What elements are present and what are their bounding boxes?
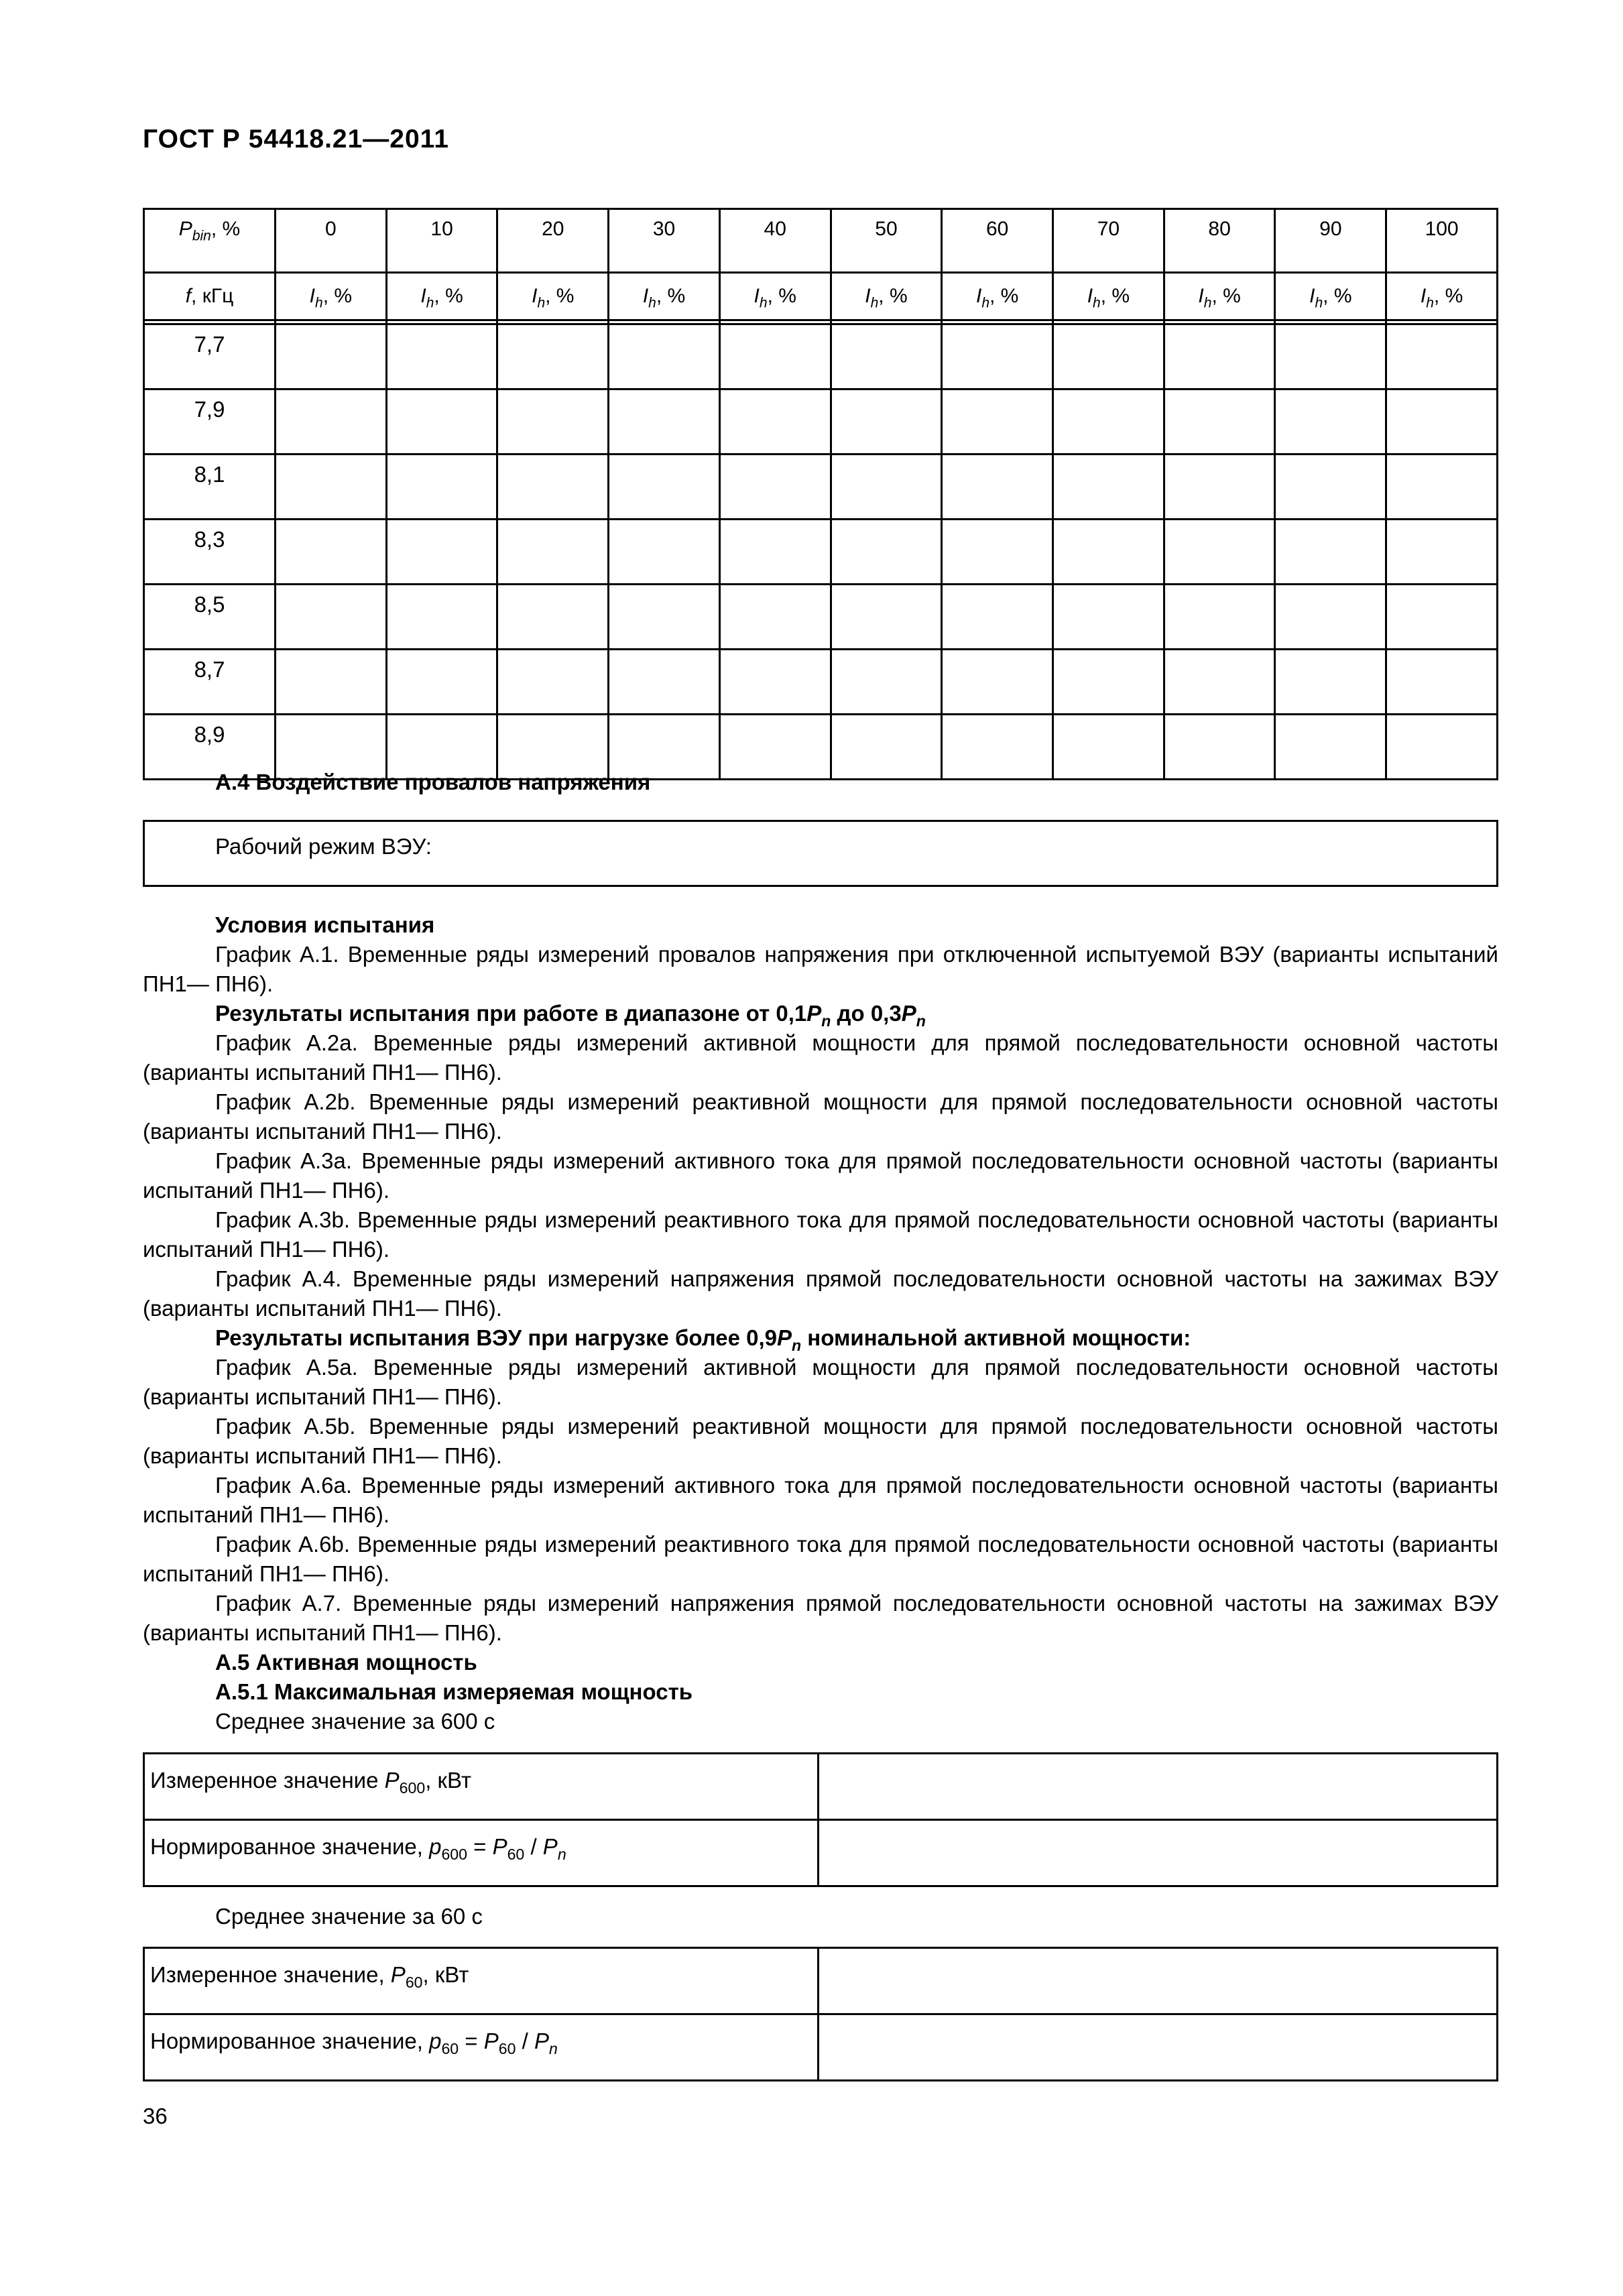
value-cell (386, 650, 497, 715)
value-cell (1164, 715, 1275, 780)
text-run: График А.2b. Временные ряды измерений реактивной мощности для прямой последовательности основной частоты (варианты испытаний ПН1— ПН6). (143, 1089, 1498, 1144)
text-run: I (420, 285, 426, 307)
value-cell (942, 520, 1053, 585)
paragraph (143, 1028, 1498, 1087)
current-unit-cell (1275, 273, 1386, 320)
text-run: n (548, 2040, 558, 2058)
table-row (144, 1820, 1498, 1886)
paragraph (143, 910, 1498, 940)
value-cell (609, 520, 720, 585)
value-cell (609, 324, 720, 389)
value-cell (719, 585, 831, 650)
value-cell (942, 585, 1053, 650)
power-bin-cell: 60 (942, 209, 1053, 273)
text-run: P (542, 1834, 558, 1859)
value-cell (719, 650, 831, 715)
value-cell (1053, 455, 1164, 520)
value-cell (1164, 650, 1275, 715)
text-run: График А.3a. Временные ряды измерений активного тока для прямой последовательности основной частоты (варианты испытаний ПН1— ПН6). (143, 1148, 1498, 1203)
current-unit-cell (1164, 273, 1275, 320)
table-row (144, 389, 1498, 455)
value-cell (609, 650, 720, 715)
value-cell (819, 1754, 1498, 1820)
value-cell (497, 455, 609, 520)
text-run: P (901, 1001, 916, 1026)
text-run: h (315, 295, 323, 311)
text-run: 60 (507, 1846, 525, 1864)
table-row (144, 455, 1498, 520)
section-heading-a4: А.4 Воздействие провалов напряжения (215, 770, 651, 794)
value-cell (1164, 520, 1275, 585)
test-conditions-text (143, 910, 1498, 1736)
value-cell (719, 715, 831, 780)
value-cell (1053, 324, 1164, 389)
value-cell (831, 520, 942, 585)
power-600s-table (143, 1752, 1498, 1887)
parameter-label (144, 2014, 819, 2081)
power-bin-cell: 30 (609, 209, 720, 273)
text-run: P (483, 2029, 499, 2053)
current-unit-cell (1053, 273, 1164, 320)
text-run: А.5.1 Максимальная измеряемая мощность (215, 1679, 693, 1704)
frequency-label (144, 273, 276, 320)
value-cell (831, 389, 942, 455)
text-run: График А.3b. Временные ряды измерений реактивного тока для прямой последовательности основной частоты (варианты испытаний ПН1— ПН6). (143, 1207, 1498, 1262)
current-unit-cell (276, 273, 387, 320)
current-unit-cell (831, 273, 942, 320)
value-cell (276, 389, 387, 455)
value-cell (1275, 650, 1386, 715)
frequency-cell: 8,9 (144, 715, 276, 780)
value-cell (1386, 520, 1498, 585)
value-cell (942, 715, 1053, 780)
text-run: P (178, 218, 192, 240)
text-run: I (1309, 285, 1315, 307)
text-run: , % (545, 285, 575, 307)
text-run: I (532, 285, 538, 307)
current-unit-cell (386, 273, 497, 320)
value-cell (1053, 389, 1164, 455)
value-cell (942, 324, 1053, 389)
value-cell (719, 520, 831, 585)
value-cell (609, 389, 720, 455)
frequency-cell: 8,5 (144, 585, 276, 650)
paragraph (143, 1471, 1498, 1530)
value-cell (276, 324, 387, 389)
text-run: , % (989, 285, 1019, 307)
text-run: График А.5b. Временные ряды измерений реактивной мощности для прямой последовательности основной частоты (варианты испытаний ПН1— ПН6). (143, 1414, 1498, 1468)
text-run: I (1420, 285, 1427, 307)
text-run: , кГц (191, 285, 234, 307)
paragraph (143, 1264, 1498, 1323)
value-cell (831, 455, 942, 520)
text-run: Нормированное значение, (150, 1834, 430, 1859)
power-bin-label (144, 209, 276, 273)
text-run: , кВт (425, 1768, 471, 1793)
text-run: А.5 Активная мощность (215, 1650, 477, 1675)
value-cell (497, 324, 609, 389)
value-cell (819, 1820, 1498, 1886)
text-run: h (648, 295, 656, 311)
text-run: Нормированное значение, (150, 2029, 430, 2053)
power-bin-cell: 90 (1275, 209, 1386, 273)
text-run: , % (211, 218, 241, 240)
text-run: График А.1. Временные ряды измерений провалов напряжения при отключенной испытуемой ВЭУ (варианты испытаний ПН1— ПН6). (143, 942, 1498, 996)
text-run: n (916, 1012, 926, 1030)
text-run: h (537, 295, 546, 311)
power-bin-cell: 20 (497, 209, 609, 273)
value-cell (1164, 585, 1275, 650)
paragraph (143, 1323, 1498, 1353)
operating-mode-label: Рабочий режим ВЭУ: (215, 834, 432, 859)
value-cell (386, 585, 497, 650)
text-run: Результаты испытания при работе в диапазоне от 0,1 (215, 1001, 807, 1026)
value-cell (819, 1948, 1498, 2014)
paragraph (143, 1205, 1498, 1264)
value-cell (1386, 585, 1498, 650)
value-cell (819, 2014, 1498, 2081)
value-cell (1386, 324, 1498, 389)
power-60s-table (143, 1947, 1498, 2081)
text-run: p (429, 1834, 442, 1859)
value-cell (276, 650, 387, 715)
value-cell (1386, 455, 1498, 520)
table-row (144, 520, 1498, 585)
value-cell (1275, 324, 1386, 389)
average-60s-caption: Среднее значение за 60 с (215, 1904, 483, 1929)
paragraph (143, 1353, 1498, 1412)
value-cell (1053, 585, 1164, 650)
text-run: h (759, 295, 768, 311)
value-cell (831, 585, 942, 650)
value-cell (276, 520, 387, 585)
frequency-cell: 7,7 (144, 324, 276, 389)
text-run: I (975, 285, 982, 307)
value-cell (609, 585, 720, 650)
text-run: График А.2a. Временные ряды измерений активной мощности для прямой последовательности основной частоты (варианты испытаний ПН1— ПН6). (143, 1030, 1498, 1085)
power-bin-cell: 50 (831, 209, 942, 273)
text-run: P (384, 1768, 400, 1793)
text-run: I (1087, 285, 1093, 307)
value-cell (942, 389, 1053, 455)
current-unit-cell (609, 273, 720, 320)
text-run: , % (434, 285, 463, 307)
text-run: Измеренное значение (150, 1768, 385, 1793)
value-cell (1275, 585, 1386, 650)
value-cell (1386, 715, 1498, 780)
current-unit-cell (497, 273, 609, 320)
frequency-cell: 8,1 (144, 455, 276, 520)
text-run: I (642, 285, 649, 307)
value-cell (831, 324, 942, 389)
current-unit-cell (942, 273, 1053, 320)
current-unit-cell (719, 273, 831, 320)
text-run: Измеренное значение, (150, 1962, 391, 1987)
parameter-label (144, 1948, 819, 2014)
text-run: h (1093, 295, 1101, 311)
text-run: P (777, 1325, 792, 1350)
value-cell (1053, 520, 1164, 585)
text-run: h (1315, 295, 1323, 311)
paragraph (143, 1412, 1498, 1471)
text-run: h (426, 295, 434, 311)
table-row (144, 2014, 1498, 2081)
power-bin-header-row (144, 209, 1498, 273)
paragraph (143, 1530, 1498, 1589)
text-run: P (492, 1834, 507, 1859)
value-cell (942, 650, 1053, 715)
power-bin-cell: 80 (1164, 209, 1275, 273)
value-cell (386, 455, 497, 520)
text-run: График А.6a. Временные ряды измерений активного тока для прямой последовательности основной частоты (варианты испытаний ПН1— ПН6). (143, 1473, 1498, 1527)
table-row (144, 324, 1498, 389)
text-run: 60 (405, 1974, 423, 1992)
text-run: I (309, 285, 315, 307)
value-cell (1164, 324, 1275, 389)
operating-mode-box (143, 820, 1498, 887)
text-run: , % (1433, 285, 1463, 307)
text-run: 600 (399, 1779, 426, 1797)
text-run: / (524, 1834, 543, 1859)
value-cell (276, 455, 387, 520)
text-run: 60 (441, 2040, 459, 2058)
page-number: 36 (143, 2104, 168, 2128)
value-cell (1275, 389, 1386, 455)
text-run: / (516, 2029, 534, 2053)
value-cell (1386, 650, 1498, 715)
parameter-label (144, 1754, 819, 1820)
value-cell (1053, 715, 1164, 780)
text-run: График А.7. Временные ряды измерений напряжения прямой последовательности основной частоты на зажимах ВЭУ (варианты испытаний ПН1— ПН6). (143, 1591, 1498, 1645)
table-row (144, 650, 1498, 715)
text-run: до 0,3 (831, 1001, 902, 1026)
text-run: f (185, 285, 192, 307)
text-run: 600 (441, 1846, 467, 1864)
frequency-cell: 8,7 (144, 650, 276, 715)
paragraph (143, 1677, 1498, 1707)
text-run: График А.5a. Временные ряды измерений активной мощности для прямой последовательности основной частоты (варианты испытаний ПН1— ПН6). (143, 1355, 1498, 1409)
text-run: Условия испытания (215, 912, 435, 937)
text-run: , % (1100, 285, 1130, 307)
value-cell (497, 650, 609, 715)
paragraph (143, 1087, 1498, 1146)
power-bin-cell: 10 (386, 209, 497, 273)
text-run: номинальной активной мощности: (801, 1325, 1191, 1350)
value-cell (831, 650, 942, 715)
paragraph (143, 940, 1498, 999)
paragraph (143, 1589, 1498, 1648)
harmonics-table (143, 208, 1498, 780)
table-row (144, 1948, 1498, 2014)
text-run: P (806, 1001, 822, 1026)
power-bin-cell: 100 (1386, 209, 1498, 273)
value-cell (386, 389, 497, 455)
text-run: График А.6b. Временные ряды измерений реактивного тока для прямой последовательности основной частоты (варианты испытаний ПН1— ПН6). (143, 1532, 1498, 1586)
paragraph (143, 999, 1498, 1028)
value-cell (1053, 650, 1164, 715)
paragraph (143, 1146, 1498, 1205)
document-header: ГОСТ Р 54418.21—2011 (143, 125, 449, 154)
text-run: h (1203, 295, 1212, 311)
value-cell (1275, 715, 1386, 780)
text-run: Среднее значение за 600 с (215, 1709, 495, 1734)
unit-header-row (144, 273, 1498, 320)
text-run: h (1426, 295, 1434, 311)
current-unit-cell (1386, 273, 1498, 320)
text-run: = (467, 1834, 493, 1859)
text-run: , % (1323, 285, 1352, 307)
text-run: h (870, 295, 879, 311)
text-run: P (534, 2029, 549, 2053)
text-run: I (865, 285, 871, 307)
value-cell (942, 455, 1053, 520)
text-run: = (459, 2029, 484, 2053)
text-run: График А.4. Временные ряды измерений напряжения прямой последовательности основной частоты на зажимах ВЭУ (варианты испытаний ПН1— ПН6). (143, 1266, 1498, 1321)
value-cell (609, 455, 720, 520)
text-run: Результаты испытания ВЭУ при нагрузке более 0,9 (215, 1325, 777, 1350)
text-run: , % (656, 285, 686, 307)
paragraph (143, 1648, 1498, 1677)
value-cell (497, 520, 609, 585)
text-run: , % (767, 285, 796, 307)
text-run: n (821, 1012, 831, 1030)
power-bin-cell: 70 (1053, 209, 1164, 273)
value-cell (1164, 455, 1275, 520)
value-cell (497, 389, 609, 455)
text-run: 60 (498, 2040, 516, 2058)
text-run: , % (322, 285, 353, 307)
table-row (144, 1754, 1498, 1820)
text-run: , % (1211, 285, 1241, 307)
parameter-label (144, 1820, 819, 1886)
value-cell (386, 520, 497, 585)
value-cell (1164, 389, 1275, 455)
paragraph (143, 1707, 1498, 1736)
text-run: n (792, 1337, 802, 1355)
value-cell (1275, 455, 1386, 520)
text-run: I (1198, 285, 1204, 307)
value-cell (719, 455, 831, 520)
value-cell (831, 715, 942, 780)
text-run: h (981, 295, 989, 311)
text-run: p (429, 2029, 442, 2053)
value-cell (386, 324, 497, 389)
value-cell (719, 324, 831, 389)
value-cell (276, 585, 387, 650)
table-row (144, 585, 1498, 650)
text-run: n (557, 1846, 566, 1864)
value-cell (1386, 389, 1498, 455)
text-run: I (754, 285, 760, 307)
frequency-cell: 8,3 (144, 520, 276, 585)
value-cell (497, 585, 609, 650)
text-run: bin (192, 228, 211, 244)
frequency-cell: 7,9 (144, 389, 276, 455)
text-run: P (390, 1962, 406, 1987)
value-cell (1275, 520, 1386, 585)
power-bin-cell: 40 (719, 209, 831, 273)
text-run: , % (878, 285, 908, 307)
power-bin-cell: 0 (276, 209, 387, 273)
value-cell (719, 389, 831, 455)
text-run: , кВт (422, 1962, 469, 1987)
